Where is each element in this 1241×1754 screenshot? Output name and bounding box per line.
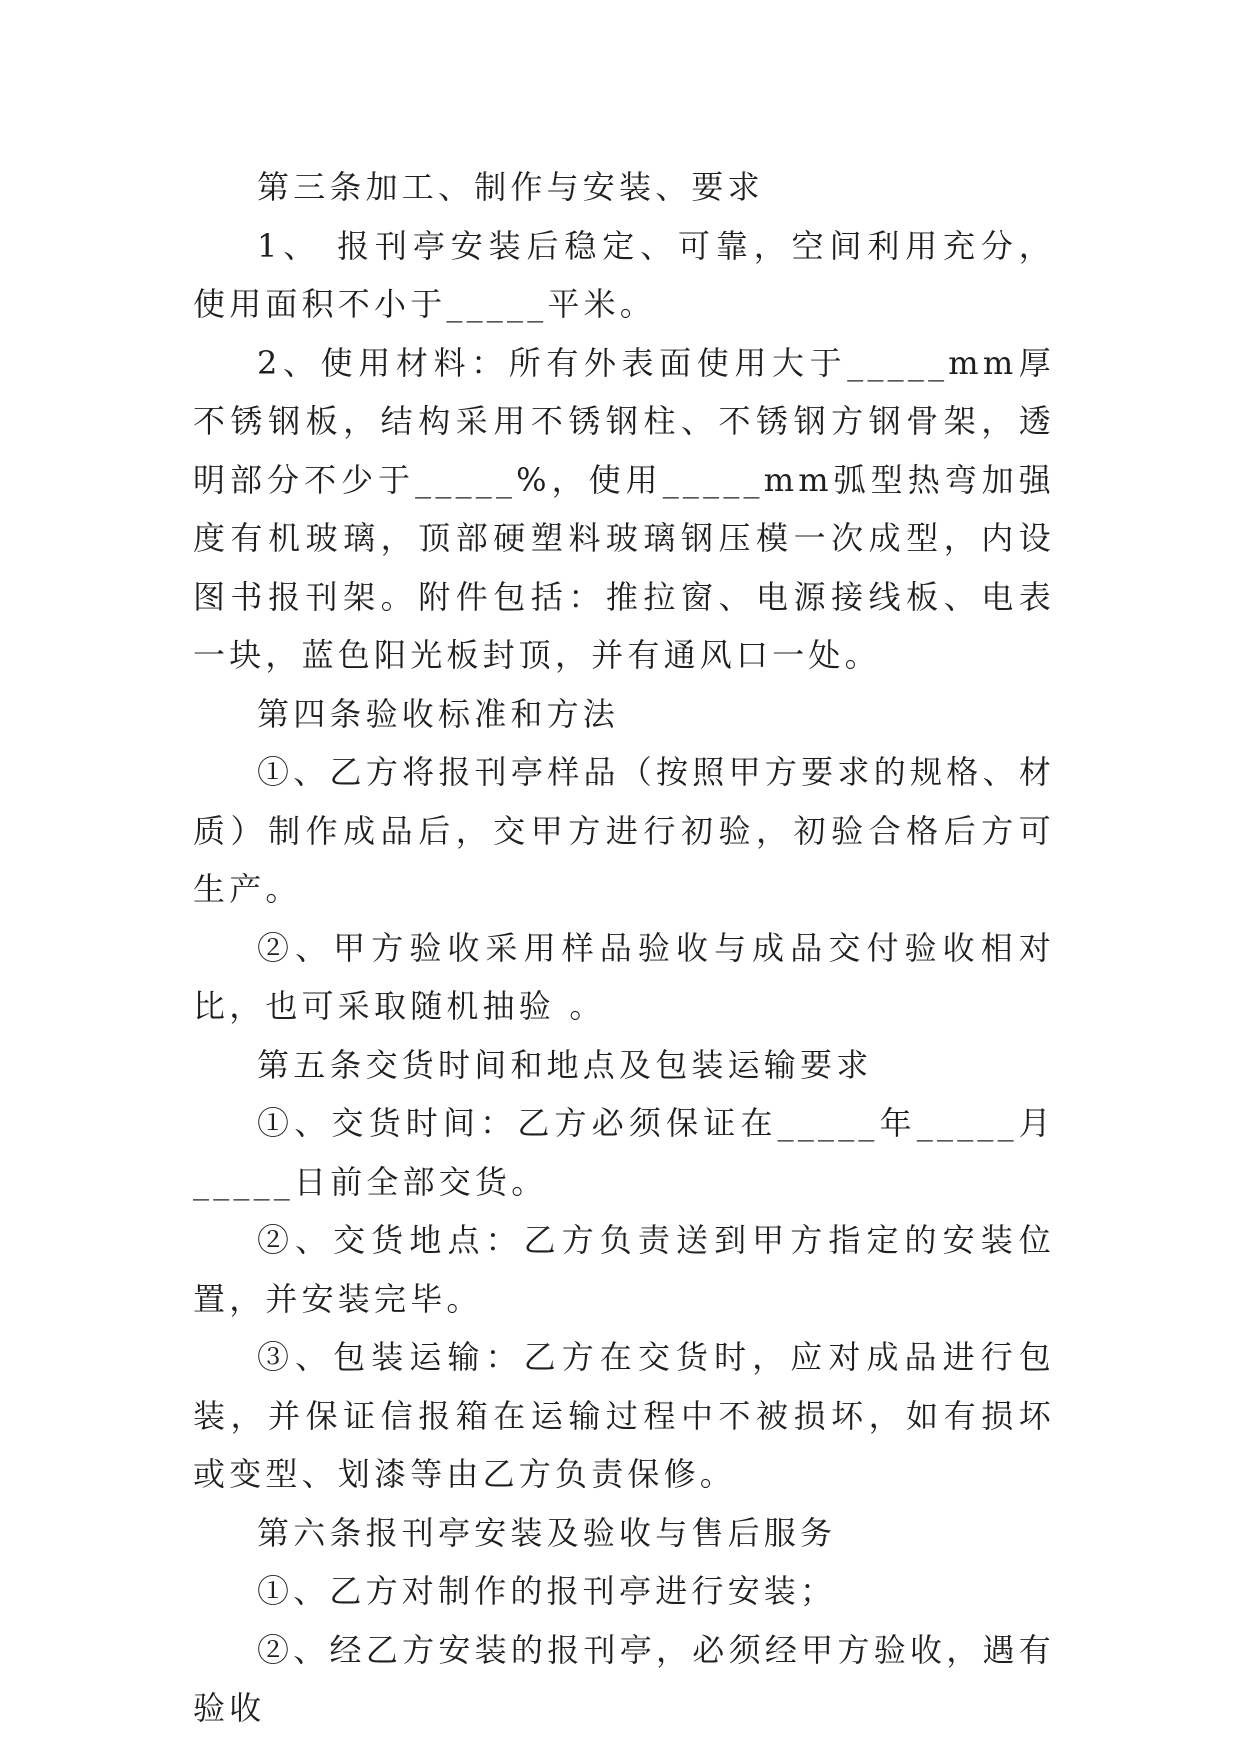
article-6-item-2: ②、经乙方安装的报刊亭，必须经甲方验收，遇有验收	[193, 1630, 1055, 1727]
article-5-item-2: ②、交货地点：乙方负责送到甲方指定的安装位置，并安装完毕。	[193, 1221, 1055, 1318]
article-4-heading: 第四条验收标准和方法	[257, 694, 620, 733]
article-4-item-2: ②、甲方验收采用样品验收与成品交付验收相对比，也可采取随机抽验 。	[193, 928, 1055, 1025]
article-4-item-1: ①、乙方将报刊亭样品（按照甲方要求的规格、材质）制作成品后，交甲方进行初验，初验合格后方可生产。	[193, 753, 1055, 908]
article-6-item-1: ①、乙方对制作的报刊亭进行安装；	[257, 1572, 837, 1610]
article-3-item-2: 2、使用材料：所有外表面使用大于_____mm厚不锈钢板，结构采用不锈钢柱、不锈钢方钢骨架，透明部分不少于_____%，使用_____mm弧型热弯加强度有机玻璃，顶部硬塑料玻璃钢压模一次成型，内设图书报刊架。附件包括：推拉窗、电源接线板、电表一块，蓝色阳光板封顶，并有通风口一处。	[193, 343, 1055, 674]
article-5-item-1: ①、交货时间：乙方必须保证在_____年_____月_____日前全部交货。	[193, 1104, 1055, 1201]
article-3-item-1: 1、 报刊亭安装后稳定、可靠，空间利用充分，使用面积不小于_____平米。	[193, 226, 1055, 323]
article-6-heading: 第六条报刊亭安装及验收与售后服务	[257, 1513, 837, 1552]
article-5-item-3: ③、包装运输：乙方在交货时，应对成品进行包装，并保证信报箱在运输过程中不被损坏，如有损坏或变型、划漆等由乙方负责保修。	[193, 1338, 1055, 1493]
article-3-heading: 第三条加工、制作与安装、要求	[257, 168, 764, 206]
article-5-heading: 第五条交货时间和地点及包装运输要求	[257, 1045, 873, 1084]
document-body	[193, 158, 1055, 1738]
